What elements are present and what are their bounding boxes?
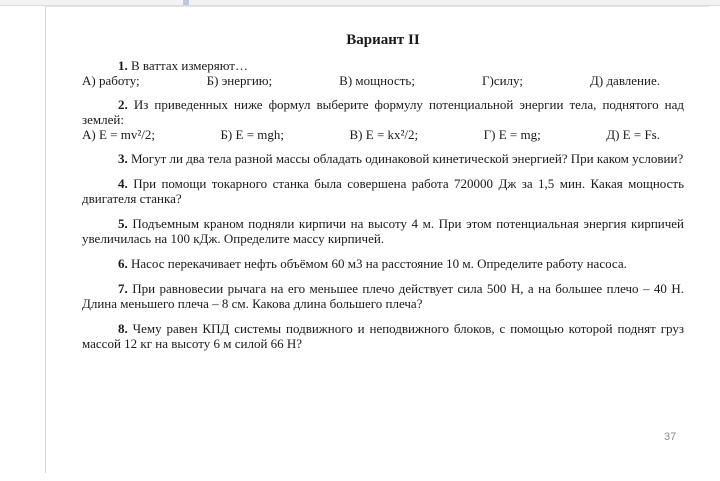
- answer-options: [82, 73, 684, 88]
- question-text: Из приведенных ниже формул выберите формулу потенциальной энергии тела, поднятого над землей:: [82, 97, 685, 127]
- question-text: Чему равен КПД системы подвижного и неподвижного блоков, с помощью которой поднят груз массой 12 кг на высоту 6 м силой 66 Н?: [82, 321, 684, 351]
- question-text: При равновесии рычага на его меньшее плечо действует сила 500 Н, а на большее плечо – 40 Н. Длина меньшего плеча – 8 см. Какова длина большего плеча?: [82, 281, 684, 311]
- option-a: А) работу;: [82, 73, 140, 88]
- document-content: [82, 31, 684, 351]
- question-number: 2.: [118, 97, 128, 112]
- question-2: [82, 97, 684, 142]
- option-e: Д) E = Fs.: [606, 127, 660, 142]
- question-7: [82, 281, 684, 311]
- question-text: Подъемным краном подняли кирпичи на высоту 4 м. При этом потенциальная энергия кирпичей увеличилась на 100 кДж. Определите массу кирпичей.: [82, 216, 684, 246]
- option-d: Г) E = mg;: [483, 127, 541, 142]
- question-number: 5.: [118, 216, 128, 231]
- option-d: Г)силу;: [481, 73, 523, 88]
- option-b: Б) энергию;: [206, 73, 273, 88]
- option-a: А) E = mv²/2;: [82, 127, 155, 142]
- answer-options: [82, 127, 684, 142]
- question-number: 7.: [118, 281, 128, 296]
- question-number: 8.: [118, 321, 128, 336]
- question-number: 6.: [118, 256, 128, 271]
- option-e: Д) давление.: [590, 73, 660, 88]
- question-number: 3.: [118, 151, 128, 166]
- question-5: [82, 216, 684, 246]
- question-text: Могут ли два тела разной массы обладать одинаковой кинетической энергией? При каком условии?: [131, 151, 684, 166]
- question-4: [82, 176, 684, 206]
- question-number: 1.: [118, 58, 128, 73]
- page-number: 37: [664, 431, 677, 443]
- question-text: В ваттах измеряют…: [131, 58, 248, 73]
- question-1: [82, 58, 684, 88]
- option-c: В) мощность;: [339, 73, 415, 88]
- question-text: При помощи токарного станка была совершена работа 720000 Дж за 1,5 мин. Какая мощность двигателя станка?: [82, 176, 685, 206]
- option-b: Б) E = mgh;: [220, 127, 285, 142]
- question-number: 4.: [118, 176, 128, 191]
- question-8: [82, 321, 684, 351]
- question-3: [82, 151, 684, 166]
- page-title: Вариант II: [346, 32, 420, 48]
- ruler-indent-marker[interactable]: [183, 0, 189, 5]
- question-text: Насос перекачивает нефть объёмом 60 м3 на расстояние 10 м. Определите работу насоса.: [131, 256, 627, 271]
- option-c: В) E = kx²/2;: [349, 127, 419, 142]
- question-6: [82, 256, 684, 271]
